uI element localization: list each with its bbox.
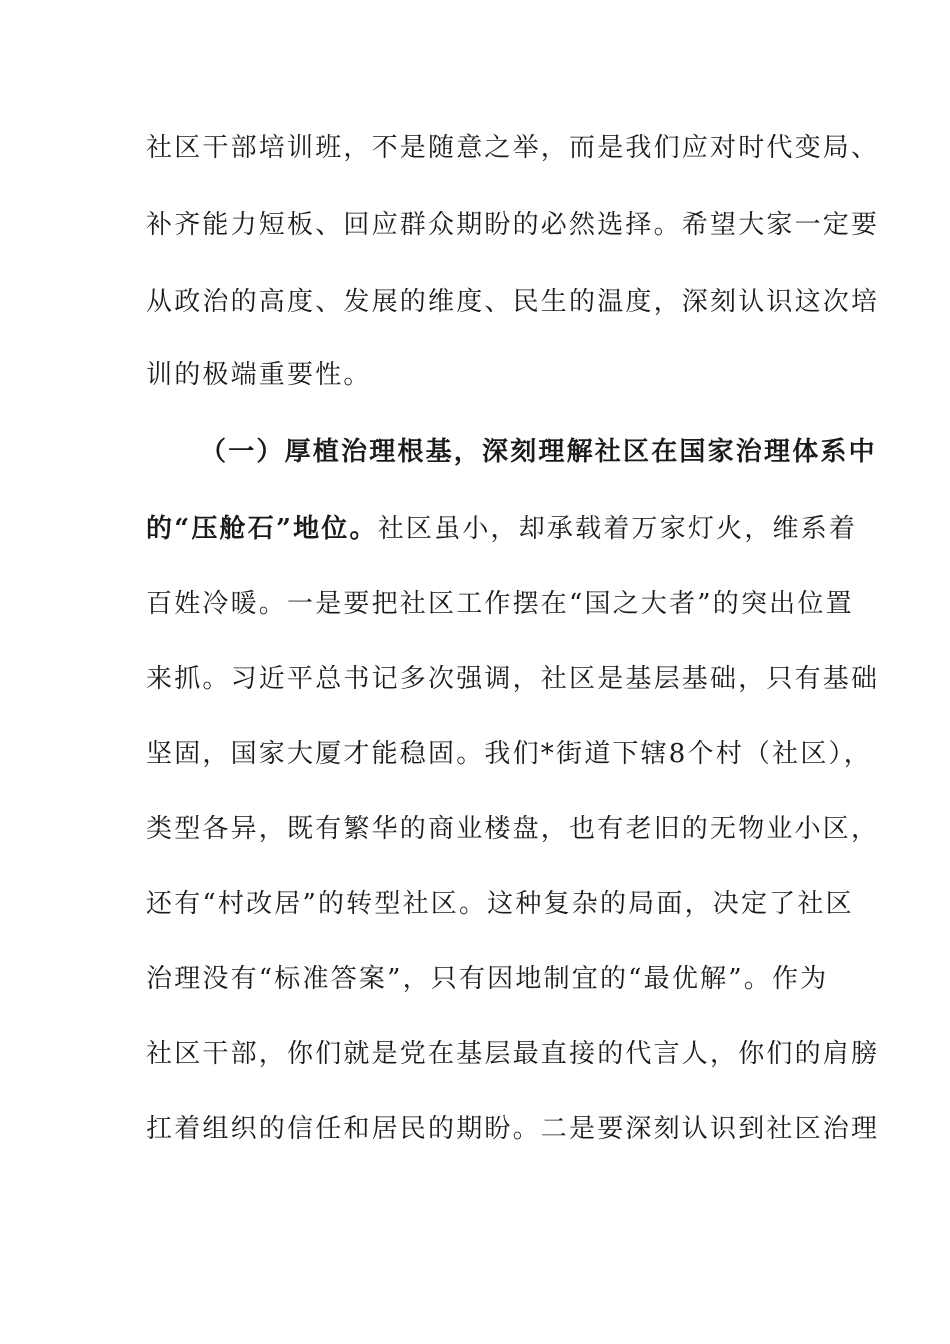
section-heading-text: 的“压舱石”地位。 xyxy=(146,514,378,544)
line-text: 治理没有“标准答案”，只有因地制宜的“最优解”。作为 xyxy=(146,964,829,994)
paragraph-line xyxy=(146,1109,880,1149)
line-text: 社区干部，你们就是党在基层最直接的代言人，你们的肩膀 xyxy=(146,1039,880,1069)
paragraph-line xyxy=(146,509,858,549)
paragraph-line xyxy=(146,205,880,245)
line-text: 扛着组织的信任和居民的期盼。二是要深刻认识到社区治理 xyxy=(146,1114,880,1144)
line-text: 训的极端重要性。 xyxy=(146,360,372,390)
line-text: 社区虽小，却承载着万家灯火，维系着 xyxy=(377,514,858,544)
paragraph-line xyxy=(146,584,854,624)
line-text: 类型各异，既有繁华的商业楼盘，也有老旧的无物业小区， xyxy=(146,814,880,844)
paragraph-line xyxy=(146,809,880,849)
paragraph-line xyxy=(146,355,816,395)
paragraph-line xyxy=(146,1034,880,1074)
paragraph-line xyxy=(146,734,872,774)
paragraph-line xyxy=(146,282,880,322)
line-text: 补齐能力短板、回应群众期盼的必然选择。希望大家一定要 xyxy=(146,210,880,240)
line-text: 来抓。习近平总书记多次强调，社区是基层基础，只有基础 xyxy=(146,664,880,694)
line-text: 从政治的高度、发展的维度、民生的温度，深刻认识这次培 xyxy=(146,287,880,317)
line-text: 还有“村改居”的转型社区。这种复杂的局面，决定了社区 xyxy=(146,889,854,919)
section-heading-text: （一）厚植治理根基，深刻理解社区在国家治理体系中 xyxy=(200,437,877,467)
paragraph-line xyxy=(146,128,880,168)
paragraph-line xyxy=(146,959,829,999)
line-text: 社区干部培训班，不是随意之举，而是我们应对时代变局、 xyxy=(146,133,880,163)
line-text: 百姓冷暖。一是要把社区工作摆在“国之大者”的突出位置 xyxy=(146,589,854,619)
paragraph-line xyxy=(146,884,854,924)
paragraph-line xyxy=(146,659,880,699)
line-text: 坚固，国家大厦才能稳固。我们*街道下辖8个村（社区）， xyxy=(146,739,872,769)
section-heading-line xyxy=(200,432,877,472)
